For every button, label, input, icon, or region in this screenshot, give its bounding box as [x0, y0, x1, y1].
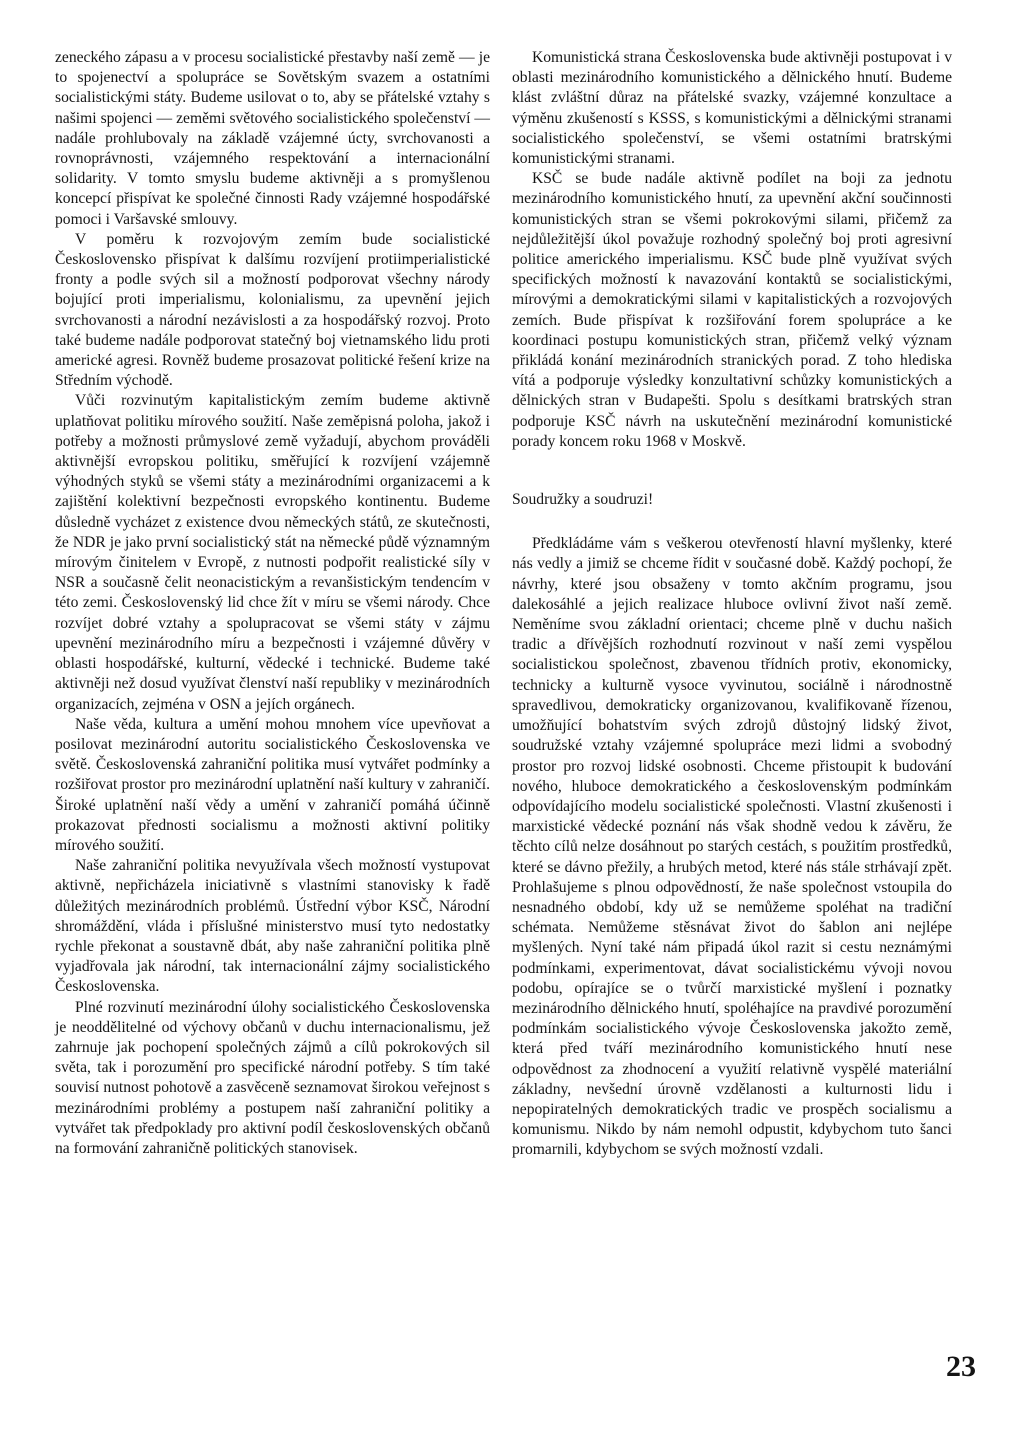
left-column [55, 48, 490, 1159]
paragraph: Plné rozvinutí mezinárodní úlohy socialistického Československa je neoddělitelné od výchovy občanů v duchu internacionalismu, jež zahrnuje jak pochopení společných zájmů a cílů pokrokových sil světa, tak i porozumění pro specifické národní potřeby. S tím také souvisí nutnost pohotově a zasvěceně seznamovat širokou veřejnost s mezinárodními problémy a postupem naší zahraniční politiky a vytvářet tak předpoklady pro aktivní podíl československých občanů na formování zahraničně politických stanovisek. [55, 998, 490, 1157]
right-column [512, 48, 952, 1161]
paragraph: Vůči rozvinutým kapitalistickým zemím budeme aktivně uplatňovat politiku mírového soužití. Naše zeměpisná poloha, jakož i potřeby a možnosti průmyslové země vyžadují, abychom prováděli aktivnější evropskou politiku, směřující k rozvíjení vzájemně výhodných styků se všemi státy a mezinárodními organizacemi a k zajištění kolektivní bezpečnosti evropského kontinentu. Budeme důsledně vycházet z existence dvou německých států, ze skutečnosti, že NDR je jako první socialistický stát na německé půdě významným mírovým činitelem v Evropě, z nutnosti podpořit realistické síly v NSR a současně čelit neonacistickým a revanšistickým tendencím v této zemi. Československý lid chce žít v míru se všemi národy. Chce rozvíjet dobré vztahy a spolupracovat se všemi státy v zájmu upevnění mezinárodního míru a bezpečnosti i vzájemné důvěry v oblasti hospodářské, kulturní, vědecké i technické. Budeme také aktivněji než dosud využívat členství naší republiky v mezinárodních organizacích, zejména v OSN a jejích orgánech. [55, 392, 490, 713]
paragraph: V poměru k rozvojovým zemím bude socialistické Československo přispívat k dalšímu rozvíjení protiimperialistické fronty a podle svých sil a možností podporovat všechny národy bojující proti imperialismu, kolonialismu, za upevnění jejich svrchovanosti a národní nezávislosti a za hospodářský rozvoj. Proto také budeme nadále podporovat statečný boj vietnamského lidu proti americké agresi. Rovněž budeme prosazovat politické řešení krize na Středním východě. [55, 230, 490, 390]
paragraph: Naše zahraniční politika nevyužívala všech možností vystupovat aktivně, nepřicházela iniciativně s vlastními stanovisky k řadě důležitých mezinárodních problémů. Ústřední výbor KSČ, Národní shromáždění, vláda i příslušné ministerstvo musí tyto nedostatky rychle překonat a soustavně dbát, aby naše zahraniční politika plně vyjadřovala jak národní, tak internacionální zájmy socialistického Československa. [55, 857, 490, 996]
paragraph: Předkládáme vám s veškerou otevřeností hlavní myšlenky, které nás vedly a jimiž se chceme řídit v současné době. Každý pochopí, že návrhy, které jsou obsaženy v tomto akčním programu, jsou dalekosáhlé a jejich realizace hluboce ovlivní život naší země. Neměníme svou základní orientaci; chceme plně v duchu našich tradic a dřívějších rozhodnutí rozvinout v naší zemi vyspělou socialistickou společnost, zbavenou třídních protiv, ekonomicky, technicky a kulturně vysoce vyvinutou, sociálně i národnostně spravedlivou, demokraticky organizovanou, kvalifikovaně řízenou, umožňující bohatstvím svých zdrojů důstojný lidský život, soudružské vztahy vzájemné spolupráce mezi lidmi a svobodný prostor pro rozvoj lidské osobnosti. Chceme přistoupit k budování nového, hluboce demokratického a československým podmínkám odpovídajícího modelu socialistické společnosti. Vlastní zkušenosti i marxistické vědecké poznání nás však shodně vedou k závěru, že těchto cílů nelze dosáhnout po starých cestách, s použitím prostředků, které se dávno přežily, a hrubých metod, které nás stále strhávají zpět. Prohlašujeme s plnou odpovědností, že naše společnost vstoupila do nesnadného období, kdy už se nemůžeme spoléhat na tradiční schémata. Nemůžeme stěsnávat život do šablon ani nejlépe myšlených. Nyní také nám připadá úkol razit si cestu neznámými podmínkami, experimentovat, dávat socialistickému vývoji novou podobu, opírajíce se o tvůrčí marxistické myšlení i poznatky mezinárodního dělnického hnutí, spoléhajíce na pravdivé porozumění podmínkám socialistického vývoje Československa jakožto země, která před tváří mezinárodního komunistického hnutí nese odpovědnost za zhodnocení a využití relativně vyspělé materiální základny, nevšední úrovně vzdělanosti a kulturnosti lidu i nepopiratelných demokratických tradic ve prospěch socialismu a komunismu. Nikdo by nám nemohl odpustit, kdybychom tuto šanci promarnili, kdybychom se svých možností vzdali. [512, 535, 952, 1159]
paragraph: Komunistická strana Československa bude aktivněji postupovat i v oblasti mezinárodního komunistického a dělnického hnutí. Budeme klást zvláštní důraz na přátelské svazky, vzájemné konzultace a výměnu zkušeností s KSSS, s komunistickými a dělnickými stranami socialistického společenství, se všemi ostatními bratrskými komunistickými stranami. [512, 49, 952, 168]
paragraph: KSČ se bude nadále aktivně podílet na boji za jednotu mezinárodního komunistického hnutí, za upevnění akční součinnosti komunistických stran se všemi pokrokovými silami, přičemž za nejdůležitější úkol považuje rozhodný společný boj proti agresivní politice amerického imperialismu. KSČ bude plně využívat svých specifických možností k navazování kontaktů se socialistickými, mírovými a demokratickými silami v kapitalistických a rozvojových zemích. Bude přispívat k rozšiřování forem spolupráce a ke koordinaci postupu komunistických stran, přičemž velký význam přikládá konání mezinárodních stranických porad. Z toho hlediska vítá a podporuje výsledky konzultativní schůzky komunistických a dělnických stran v Budapešti. Spolu s desítkami bratrských stran podporuje KSČ návrh na uskutečnění mezinárodní komunistické porady koncem roku 1968 v Moskvě. [512, 170, 952, 450]
greeting-heading: Soudružky a soudruzi! [512, 491, 654, 509]
page-number: 23 [946, 1350, 976, 1383]
paragraph: zeneckého zápasu a v procesu socialistické přestavby naší země — je to spojenectví a spolupráce se Sovětským svazem a ostatními socialistickými státy. Budeme usilovat o to, aby se přátelské vztahy s našimi spojenci — zeměmi světového socialistického společenství — nadále prohlubovaly na základě vzájemné úcty, svrchovanosti a rovnoprávnosti, vzájemného respektování a internacionální solidarity. V tomto smyslu budeme aktivněji a s promyšlenou koncepcí přispívat ke společné činnosti Rady vzájemné hospodářské pomoci i Varšavské smlouvy. [55, 49, 490, 228]
paragraph: Naše věda, kultura a umění mohou mnohem více upevňovat a posilovat mezinárodní autoritu socialistického Československa ve světě. Československá zahraniční politika musí vytvářet podmínky a rozšiřovat prostor pro mezinárodní uplatnění naší kultury v zahraničí. Široké uplatnění naší vědy a umění v zahraničí pomáhá účinně prokazovat přednosti socialismu a možnosti aktivní politiky mírového soužití. [55, 715, 490, 854]
